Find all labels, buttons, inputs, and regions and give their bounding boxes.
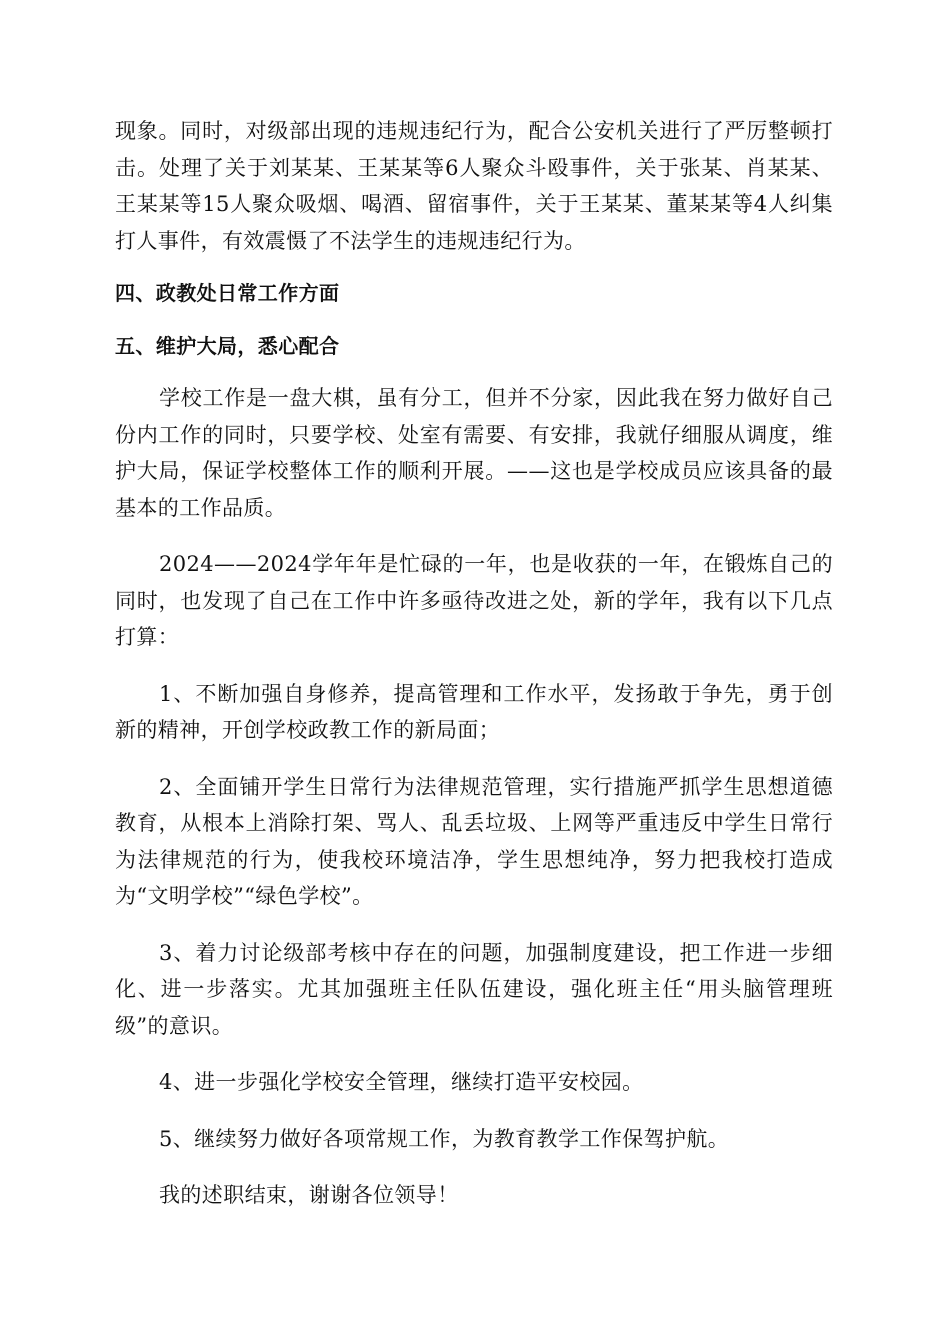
section-heading-4: 四、政教处日常工作方面	[115, 281, 340, 305]
intro-paragraph: 现象。同时，对级部出现的违规违纪行为，配合公安机关进行了严厉整顿打击。处理了关于刘某某、王某某等6人聚众斗殴事件，关于张某、肖某某、王某某等15人聚众吸烟、喝酒、留宿事件，关于王某某、董某某等4人纠集打人事件，有效震慑了不法学生的违规违纪行为。	[115, 119, 833, 253]
plan-item-5: 5、继续努力做好各项常规工作，为教育教学工作保驾护航。	[159, 1126, 730, 1151]
plan-item-2: 2、全面铺开学生日常行为法律规范管理，实行措施严抓学生思想道德教育，从根本上消除打架、骂人、乱丢垃圾、上网等严重违反中学生日常行为法律规范的行为，使我校环境洁净，学生思想纯净，努力把我校打造成为“文明学校”“绿色学校”。	[115, 774, 833, 908]
section-heading-5: 五、维护大局，悉心配合	[115, 333, 340, 358]
year-summary-paragraph: 2024——2024学年年是忙碌的一年，也是收获的一年，在锻炼自己的同时，也发现了自己在工作中许多亟待改进之处，新的学年，我有以下几点打算：	[115, 552, 833, 649]
plan-item-4: 4、进一步强化学校安全管理，继续打造平安校园。	[159, 1070, 644, 1094]
document-body	[115, 113, 833, 1214]
school-work-paragraph: 学校工作是一盘大棋，虽有分工，但并不分家，因此我在努力做好自己份内工作的同时，只要学校、处室有需要、有安排，我就仔细服从调度，维护大局，保证学校整体工作的顺利开展。——这也是学校成员应该具备的最基本的工作品质。	[115, 386, 833, 520]
closing-paragraph: 我的述职结束，谢谢各位领导！	[159, 1183, 459, 1207]
plan-item-1: 1、不断加强自身修养，提高管理和工作水平，发扬敢于争先，勇于创新的精神，开创学校政教工作的新局面；	[115, 681, 833, 742]
plan-item-3: 3、着力讨论级部考核中存在的问题，加强制度建设，把工作进一步细化、进一步落实。尤其加强班主任队伍建设，强化班主任“用头脑管理班级”的意识。	[115, 940, 833, 1038]
